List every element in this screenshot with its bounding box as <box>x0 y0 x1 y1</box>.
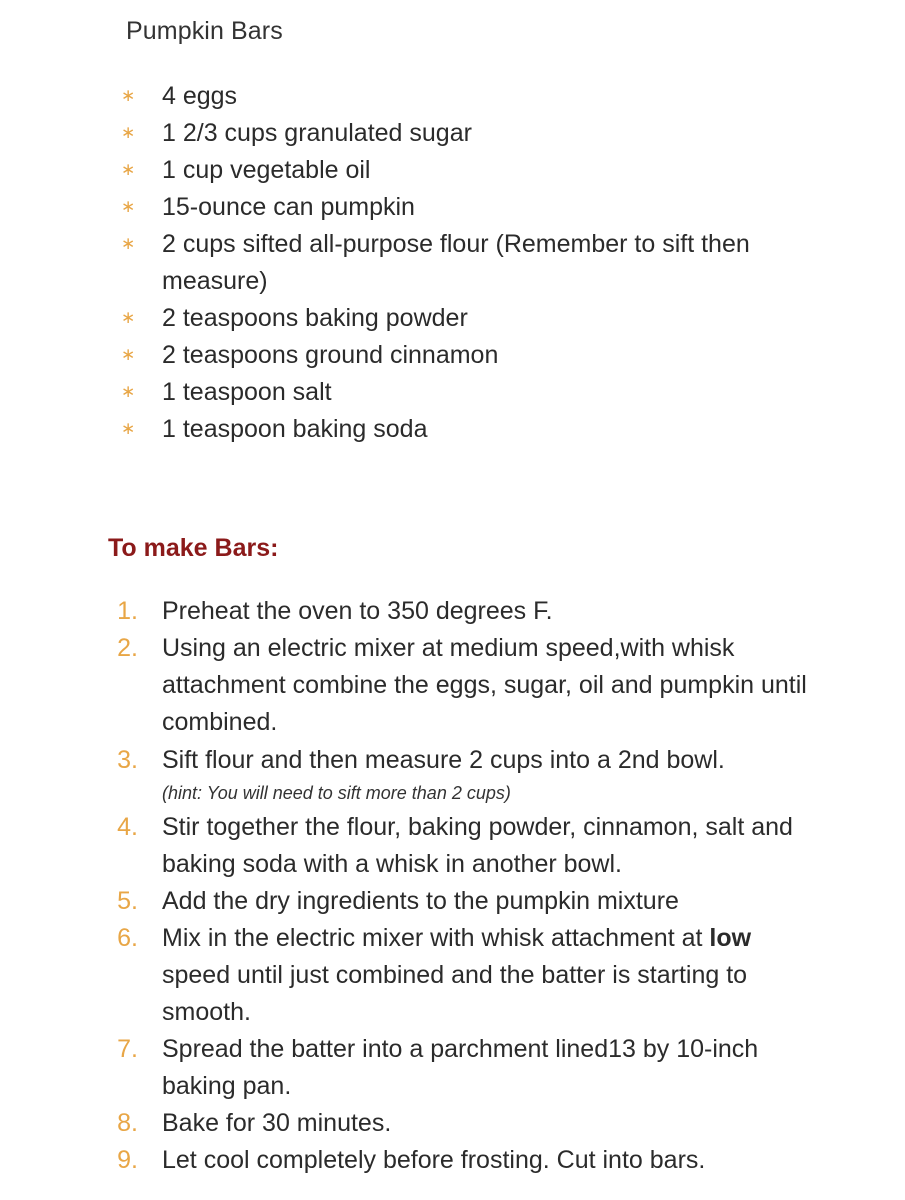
step-number: 9. <box>117 1146 138 1174</box>
asterisk-bullet-icon: ∗ <box>121 345 136 364</box>
asterisk-bullet-icon: ∗ <box>121 234 136 253</box>
ingredient-text: 2 cups sifted all-purpose flour (Remember to sift then measure) <box>162 230 750 295</box>
step-text: Sift flour and then measure 2 cups into a 2nd bowl. <box>162 746 725 774</box>
step-number: 7. <box>117 1035 138 1063</box>
asterisk-bullet-icon: ∗ <box>121 382 136 401</box>
section-heading: To make Bars: <box>108 534 279 562</box>
asterisk-bullet-icon: ∗ <box>121 123 136 142</box>
step-number: 6. <box>117 924 138 952</box>
ingredient-text: 4 eggs <box>162 82 238 110</box>
step-text: Add the dry ingredients to the pumpkin mixture <box>162 887 679 915</box>
step-text-before: Mix in the electric mixer with whisk attachment at <box>162 924 710 952</box>
step-number: 8. <box>117 1109 138 1137</box>
ingredient-text: 1 teaspoon salt <box>162 378 332 406</box>
step-number: 1. <box>117 597 138 625</box>
asterisk-bullet-icon: ∗ <box>121 86 136 105</box>
asterisk-bullet-icon: ∗ <box>121 197 136 216</box>
hint-note: (hint: You will need to sift more than 2 cups) <box>162 783 511 803</box>
step-number: 5. <box>117 887 138 915</box>
step-text: Stir together the flour, baking powder, cinnamon, salt and baking soda with a whisk in another bowl. <box>162 813 793 878</box>
ingredient-text: 1 cup vegetable oil <box>162 156 371 184</box>
step-number: 3. <box>117 746 138 774</box>
asterisk-bullet-icon: ∗ <box>121 419 136 438</box>
asterisk-bullet-icon: ∗ <box>121 160 136 179</box>
ingredient-text: 2 teaspoons baking powder <box>162 304 468 332</box>
step-text-after: speed until just combined and the batter is starting to smooth. <box>162 961 748 1026</box>
step-text: Spread the batter into a parchment lined13 by 10-inch baking pan. <box>162 1035 759 1100</box>
step-text: Preheat the oven to 350 degrees F. <box>162 597 553 625</box>
step-number: 4. <box>117 813 138 841</box>
step-text: Let cool completely before frosting. Cut into bars. <box>162 1146 706 1174</box>
step-text: Bake for 30 minutes. <box>162 1109 392 1137</box>
asterisk-bullet-icon: ∗ <box>121 308 136 327</box>
page-title: Pumpkin Bars <box>126 17 283 45</box>
ingredient-text: 2 teaspoons ground cinnamon <box>162 341 499 369</box>
ingredient-text: 15-ounce can pumpkin <box>162 193 415 221</box>
step-text <box>162 920 812 1031</box>
step-text-bold: low <box>709 924 752 952</box>
ingredient-text: 1 2/3 cups granulated sugar <box>162 119 472 147</box>
step-text: Using an electric mixer at medium speed,with whisk attachment combine the eggs, sugar, oil and pumpkin until combined. <box>162 634 807 736</box>
step-number: 2. <box>117 634 138 662</box>
ingredient-text: 1 teaspoon baking soda <box>162 415 428 443</box>
